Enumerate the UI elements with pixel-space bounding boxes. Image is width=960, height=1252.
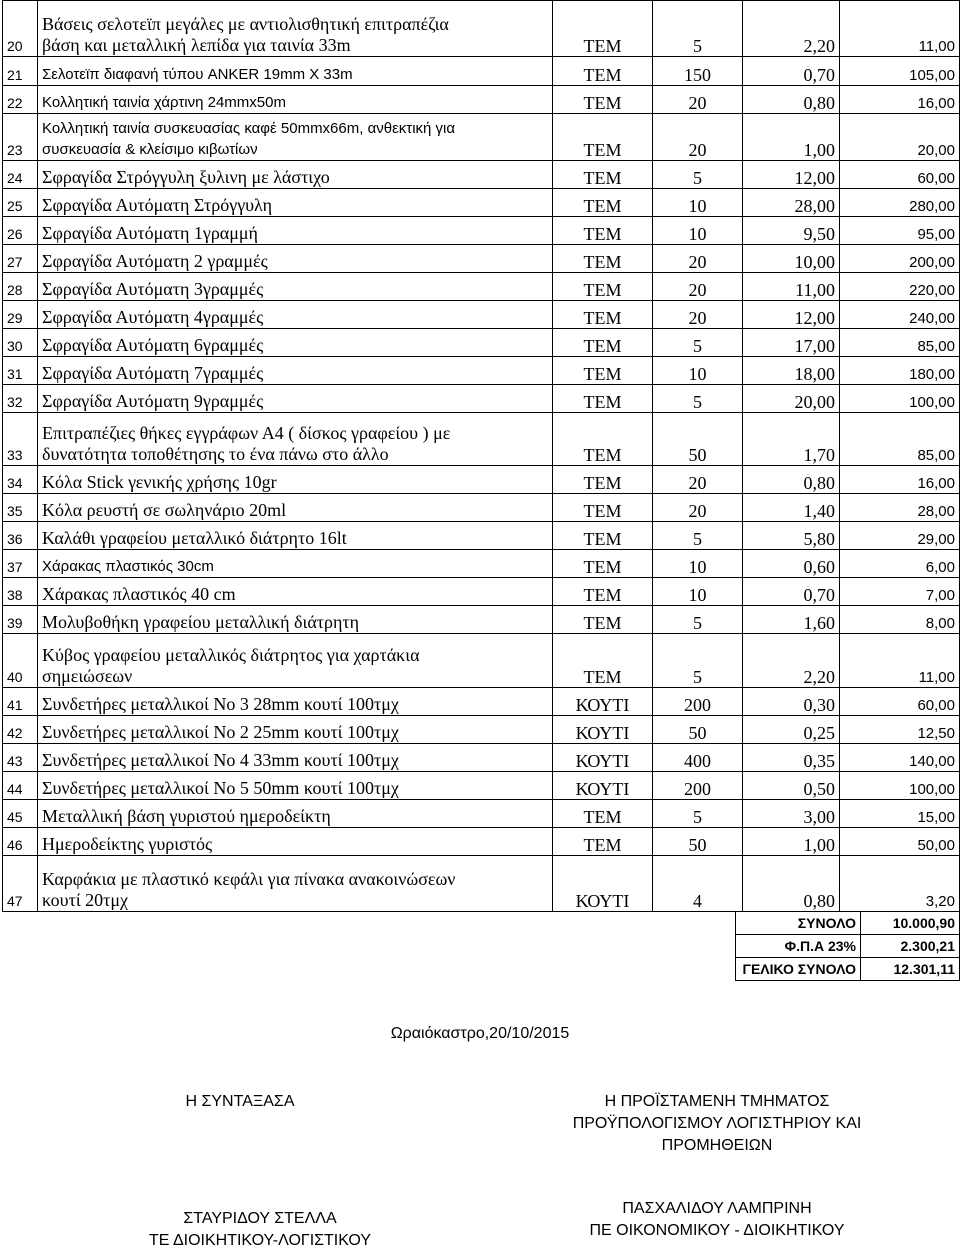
description-line: κουτί 20τμχ xyxy=(42,890,129,910)
left-signature-title xyxy=(140,1091,340,1113)
item-total: 240,00 xyxy=(840,301,960,329)
item-unit: ΤΕΜ xyxy=(553,357,653,385)
item-total: 85,00 xyxy=(840,413,960,466)
description-line: Σφραγίδα Αυτόματη 6γραμμές xyxy=(42,335,264,355)
description-line: Ημεροδείκτης γυριστός xyxy=(42,834,213,854)
item-unit-price: 1,00 xyxy=(743,828,840,856)
item-unit-price: 0,70 xyxy=(743,578,840,606)
item-unit: ΤΕΜ xyxy=(553,329,653,357)
item-description xyxy=(38,57,553,86)
item-description xyxy=(38,856,553,912)
description-line: Συνδετήρες μεταλλικοί Νο 5 50mm κουτί 100τμχ xyxy=(42,778,399,798)
item-total: 28,00 xyxy=(840,494,960,522)
row-number: 22 xyxy=(3,86,38,114)
item-quantity: 20 xyxy=(653,86,743,114)
item-description xyxy=(38,466,553,494)
description-line: σημειώσεων xyxy=(42,666,133,686)
row-number: 40 xyxy=(3,634,38,688)
left-title-text: Η ΣΥΝΤΑΞΑΣΑ xyxy=(185,1093,295,1110)
item-description xyxy=(38,494,553,522)
item-unit: ΤΕΜ xyxy=(553,301,653,329)
item-unit-price: 18,00 xyxy=(743,357,840,385)
item-unit-price: 1,40 xyxy=(743,494,840,522)
item-unit-price: 9,50 xyxy=(743,217,840,245)
item-description xyxy=(38,550,553,578)
right-signatory-name: ΠΑΣΧΑΛΙΔΟΥ ΛΑΜΠΡΙΝΗ xyxy=(622,1200,812,1217)
summary-row-grand-total xyxy=(736,958,960,981)
table-row xyxy=(3,189,960,217)
item-unit-price: 2,20 xyxy=(743,634,840,688)
item-quantity: 10 xyxy=(653,550,743,578)
item-description xyxy=(38,716,553,744)
row-number: 42 xyxy=(3,716,38,744)
table-row xyxy=(3,578,960,606)
item-total: 29,00 xyxy=(840,522,960,550)
item-unit-price: 10,00 xyxy=(743,245,840,273)
item-total: 220,00 xyxy=(840,273,960,301)
row-number: 45 xyxy=(3,800,38,828)
row-number: 30 xyxy=(3,329,38,357)
item-total: 15,00 xyxy=(840,800,960,828)
summary-row-vat xyxy=(736,935,960,958)
item-quantity: 150 xyxy=(653,57,743,86)
item-total: 16,00 xyxy=(840,466,960,494)
description-line: Κολλητική ταινία χάρτινη 24mmx50m xyxy=(42,94,286,111)
item-unit: ΚΟΥΤΙ xyxy=(553,688,653,716)
item-unit-price: 5,80 xyxy=(743,522,840,550)
item-unit-price: 0,50 xyxy=(743,772,840,800)
summary-row-subtotal xyxy=(736,912,960,935)
item-unit-price: 0,30 xyxy=(743,688,840,716)
item-total: 50,00 xyxy=(840,828,960,856)
description-line: Σφραγίδα Αυτόματη 9γραμμές xyxy=(42,391,264,411)
item-quantity: 20 xyxy=(653,245,743,273)
row-number: 27 xyxy=(3,245,38,273)
item-quantity: 5 xyxy=(653,522,743,550)
item-unit: ΤΕΜ xyxy=(553,606,653,634)
item-quantity: 50 xyxy=(653,413,743,466)
item-total: 100,00 xyxy=(840,385,960,413)
item-quantity: 5 xyxy=(653,161,743,189)
row-number: 46 xyxy=(3,828,38,856)
table-row xyxy=(3,856,960,912)
item-total: 11,00 xyxy=(840,1,960,57)
item-unit-price: 12,00 xyxy=(743,301,840,329)
item-quantity: 200 xyxy=(653,688,743,716)
description-line: Σφραγίδα Αυτόματη 2 γραμμές xyxy=(42,251,268,271)
item-total: 105,00 xyxy=(840,57,960,86)
item-total: 8,00 xyxy=(840,606,960,634)
item-quantity: 10 xyxy=(653,357,743,385)
item-total: 16,00 xyxy=(840,86,960,114)
table-row xyxy=(3,800,960,828)
item-description xyxy=(38,688,553,716)
item-total: 140,00 xyxy=(840,744,960,772)
item-description xyxy=(38,357,553,385)
description-line: Κόλα ρευστή σε σωληνάριο 20ml xyxy=(42,500,287,520)
item-unit: ΤΕΜ xyxy=(553,494,653,522)
row-number: 36 xyxy=(3,522,38,550)
table-row xyxy=(3,688,960,716)
item-unit-price: 1,60 xyxy=(743,606,840,634)
table-row xyxy=(3,716,960,744)
item-unit-price: 0,60 xyxy=(743,550,840,578)
item-quantity: 10 xyxy=(653,578,743,606)
description-line: Καρφάκια με πλαστικό κεφάλι για πίνακα ανακοινώσεων xyxy=(42,869,456,889)
item-description xyxy=(38,578,553,606)
item-description xyxy=(38,86,553,114)
description-line: βάση και μεταλλική λεπίδα για ταινία 33m xyxy=(42,35,351,55)
description-line: Συνδετήρες μεταλλικοί Νο 4 33mm κουτί 100τμχ xyxy=(42,750,399,770)
table-row xyxy=(3,273,960,301)
item-quantity: 5 xyxy=(653,800,743,828)
item-unit-price: 3,00 xyxy=(743,800,840,828)
row-number: 23 xyxy=(3,114,38,161)
item-unit: ΚΟΥΤΙ xyxy=(553,716,653,744)
item-unit: ΤΕΜ xyxy=(553,828,653,856)
table-row xyxy=(3,357,960,385)
item-unit: ΚΟΥΤΙ xyxy=(553,744,653,772)
description-line: Κολλητική ταινία συσκευασίας καφέ 50mmx66m, ανθεκτική για xyxy=(42,120,456,137)
item-total: 6,00 xyxy=(840,550,960,578)
item-total: 11,00 xyxy=(840,634,960,688)
row-number: 33 xyxy=(3,413,38,466)
item-quantity: 20 xyxy=(653,494,743,522)
date-place xyxy=(280,1023,680,1045)
item-unit: ΚΟΥΤΙ xyxy=(553,856,653,912)
description-line: Σφραγίδα Αυτόματη Στρόγγυλη xyxy=(42,195,273,215)
row-number: 37 xyxy=(3,550,38,578)
item-total: 85,00 xyxy=(840,329,960,357)
item-description xyxy=(38,413,553,466)
row-number: 35 xyxy=(3,494,38,522)
right-title-line: ΠΡΟΫΠΟΛΟΓΙΣΜΟΥ ΛΟΓΙΣΤΗΡΙΟΥ ΚΑΙ xyxy=(572,1115,862,1132)
item-description xyxy=(38,744,553,772)
description-line: Χάρακας πλαστικός 30cm xyxy=(42,558,214,575)
table-row xyxy=(3,634,960,688)
right-signatory-role: ΠΕ ΟΙΚΟΝΟΜΙΚΟΥ - ΔΙΟΙΚΗΤΙΚΟΥ xyxy=(589,1222,845,1239)
row-number: 25 xyxy=(3,189,38,217)
table-row xyxy=(3,772,960,800)
item-unit-price: 1,70 xyxy=(743,413,840,466)
row-number: 34 xyxy=(3,466,38,494)
left-signatory xyxy=(100,1208,420,1252)
item-unit-price: 12,00 xyxy=(743,161,840,189)
item-unit: ΤΕΜ xyxy=(553,114,653,161)
right-title-line: Η ΠΡΟΪΣΤΑΜΕΝΗ ΤΜΗΜΑΤΟΣ xyxy=(604,1093,830,1110)
row-number: 41 xyxy=(3,688,38,716)
description-line: Μεταλλική βάση γυριστού ημεροδείκτη xyxy=(42,806,331,826)
item-quantity: 400 xyxy=(653,744,743,772)
item-quantity: 20 xyxy=(653,114,743,161)
table-row xyxy=(3,57,960,86)
item-description xyxy=(38,828,553,856)
item-total: 180,00 xyxy=(840,357,960,385)
item-unit-price: 1,00 xyxy=(743,114,840,161)
description-line: Επιτραπέζιες θήκες εγγράφων Α4 ( δίσκος γραφείου ) με xyxy=(42,423,451,443)
item-description xyxy=(38,161,553,189)
item-total: 7,00 xyxy=(840,578,960,606)
item-quantity: 50 xyxy=(653,828,743,856)
item-unit: ΤΕΜ xyxy=(553,550,653,578)
right-signatory xyxy=(537,1198,897,1242)
item-unit-price: 20,00 xyxy=(743,385,840,413)
table-row xyxy=(3,301,960,329)
item-quantity: 5 xyxy=(653,1,743,57)
table-row xyxy=(3,1,960,57)
item-quantity: 10 xyxy=(653,189,743,217)
table-row xyxy=(3,114,960,161)
description-line: συσκευασία & κλείσιμο κιβωτίων xyxy=(42,141,258,158)
right-title-line: ΠΡΟΜΗΘΕΙΩΝ xyxy=(661,1137,773,1154)
summary-label: ΣΥΝΟΛΟ xyxy=(736,912,861,935)
item-unit: ΤΕΜ xyxy=(553,161,653,189)
right-signature-title xyxy=(517,1091,917,1157)
item-unit: ΤΕΜ xyxy=(553,1,653,57)
item-quantity: 20 xyxy=(653,466,743,494)
item-unit: ΤΕΜ xyxy=(553,413,653,466)
description-line: Σφραγίδα Αυτόματη 1γραμμή xyxy=(42,223,258,243)
item-unit-price: 0,25 xyxy=(743,716,840,744)
item-description xyxy=(38,1,553,57)
left-signatory-role: ΤΕ ΔΙΟΙΚΗΤΙΚΟΥ-ΛΟΓΙΣΤΙΚΟΥ xyxy=(148,1232,372,1249)
item-unit: ΤΕΜ xyxy=(553,217,653,245)
item-total: 60,00 xyxy=(840,688,960,716)
item-unit: ΤΕΜ xyxy=(553,385,653,413)
item-description xyxy=(38,772,553,800)
table-row xyxy=(3,744,960,772)
item-quantity: 20 xyxy=(653,301,743,329)
item-total: 20,00 xyxy=(840,114,960,161)
item-description xyxy=(38,245,553,273)
table-row xyxy=(3,494,960,522)
item-unit: ΤΕΜ xyxy=(553,522,653,550)
description-line: Χάρακας πλαστικός 40 cm xyxy=(42,584,236,604)
row-number: 20 xyxy=(3,1,38,57)
description-line: Κύβος γραφείου μεταλλικός διάτρητος για χαρτάκια xyxy=(42,645,420,665)
summary-value: 12.301,11 xyxy=(861,958,960,981)
item-unit: ΤΕΜ xyxy=(553,189,653,217)
row-number: 26 xyxy=(3,217,38,245)
description-line: Σφραγίδα Στρόγγυλη ξυλινη με λάστιχο xyxy=(42,167,330,187)
date-place-text: Ωραιόκαστρο,20/10/2015 xyxy=(390,1025,570,1042)
row-number: 44 xyxy=(3,772,38,800)
row-number: 47 xyxy=(3,856,38,912)
table-row xyxy=(3,86,960,114)
item-quantity: 5 xyxy=(653,634,743,688)
row-number: 38 xyxy=(3,578,38,606)
item-unit: ΤΕΜ xyxy=(553,634,653,688)
item-unit-price: 0,80 xyxy=(743,466,840,494)
table-row xyxy=(3,161,960,189)
summary-value: 10.000,90 xyxy=(861,912,960,935)
item-description xyxy=(38,329,553,357)
item-description xyxy=(38,114,553,161)
description-line: Σφραγίδα Αυτόματη 4γραμμές xyxy=(42,307,264,327)
item-unit: ΤΕΜ xyxy=(553,466,653,494)
item-unit-price: 0,80 xyxy=(743,856,840,912)
description-line: Βάσεις σελοτεϊπ μεγάλες με αντιολισθητική επιτραπέζια xyxy=(42,14,449,34)
table-row xyxy=(3,606,960,634)
row-number: 39 xyxy=(3,606,38,634)
item-unit-price: 0,35 xyxy=(743,744,840,772)
item-unit-price: 17,00 xyxy=(743,329,840,357)
description-line: δυνατότητα τοποθέτησης το ένα πάνω στο άλλο xyxy=(42,444,389,464)
item-unit: ΤΕΜ xyxy=(553,57,653,86)
item-description xyxy=(38,522,553,550)
item-quantity: 4 xyxy=(653,856,743,912)
summary-label: Φ.Π.Α 23% xyxy=(736,935,861,958)
table-row xyxy=(3,550,960,578)
table-row xyxy=(3,413,960,466)
item-unit-price: 0,80 xyxy=(743,86,840,114)
item-unit: ΤΕΜ xyxy=(553,800,653,828)
table-row xyxy=(3,217,960,245)
item-unit: ΤΕΜ xyxy=(553,86,653,114)
item-unit: ΤΕΜ xyxy=(553,578,653,606)
item-total: 100,00 xyxy=(840,772,960,800)
item-total: 12,50 xyxy=(840,716,960,744)
item-quantity: 5 xyxy=(653,329,743,357)
summary-value: 2.300,21 xyxy=(861,935,960,958)
item-description xyxy=(38,189,553,217)
table-row xyxy=(3,522,960,550)
table-row xyxy=(3,828,960,856)
description-line: Σφραγίδα Αυτόματη 7γραμμές xyxy=(42,363,264,383)
item-description xyxy=(38,273,553,301)
table-row xyxy=(3,329,960,357)
item-quantity: 200 xyxy=(653,772,743,800)
item-description xyxy=(38,606,553,634)
table-row xyxy=(3,245,960,273)
item-total: 280,00 xyxy=(840,189,960,217)
item-quantity: 5 xyxy=(653,606,743,634)
row-number: 43 xyxy=(3,744,38,772)
item-unit: ΚΟΥΤΙ xyxy=(553,772,653,800)
description-line: Σελοτεϊπ διαφανή τύπου ANKER 19mm X 33m xyxy=(42,66,353,83)
items-table xyxy=(2,0,960,912)
summary-table xyxy=(735,911,960,981)
item-unit-price: 2,20 xyxy=(743,1,840,57)
item-quantity: 5 xyxy=(653,385,743,413)
description-line: Σφραγίδα Αυτόματη 3γραμμές xyxy=(42,279,264,299)
items-table-body xyxy=(3,1,960,912)
item-description xyxy=(38,800,553,828)
summary-label: ΓΕΛΙΚΟ ΣΥΝΟΛΟ xyxy=(736,958,861,981)
row-number: 32 xyxy=(3,385,38,413)
item-quantity: 20 xyxy=(653,273,743,301)
item-unit-price: 28,00 xyxy=(743,189,840,217)
item-total: 95,00 xyxy=(840,217,960,245)
description-line: Καλάθι γραφείου μεταλλικό διάτρητο 16lt xyxy=(42,528,347,548)
item-total: 60,00 xyxy=(840,161,960,189)
item-unit: ΤΕΜ xyxy=(553,273,653,301)
item-total: 3,20 xyxy=(840,856,960,912)
item-quantity: 10 xyxy=(653,217,743,245)
item-description xyxy=(38,301,553,329)
item-unit-price: 0,70 xyxy=(743,57,840,86)
description-line: Συνδετήρες μεταλλικοί Νο 3 28mm κουτί 100τμχ xyxy=(42,694,399,714)
row-number: 28 xyxy=(3,273,38,301)
table-row xyxy=(3,466,960,494)
item-unit-price: 11,00 xyxy=(743,273,840,301)
item-unit: ΤΕΜ xyxy=(553,245,653,273)
row-number: 31 xyxy=(3,357,38,385)
description-line: Μολυβοθήκη γραφείου μεταλλική διάτρητη xyxy=(42,612,360,632)
item-description xyxy=(38,634,553,688)
row-number: 21 xyxy=(3,57,38,86)
description-line: Συνδετήρες μεταλλικοί Νο 2 25mm κουτί 100τμχ xyxy=(42,722,399,742)
row-number: 29 xyxy=(3,301,38,329)
description-line: Κόλα Stick γενικής χρήσης 10gr xyxy=(42,472,277,492)
item-total: 200,00 xyxy=(840,245,960,273)
item-description xyxy=(38,385,553,413)
item-quantity: 50 xyxy=(653,716,743,744)
item-description xyxy=(38,217,553,245)
row-number: 24 xyxy=(3,161,38,189)
table-row xyxy=(3,385,960,413)
left-signatory-name: ΣΤΑΥΡΙΔΟΥ ΣΤΕΛΛΑ xyxy=(183,1210,337,1227)
